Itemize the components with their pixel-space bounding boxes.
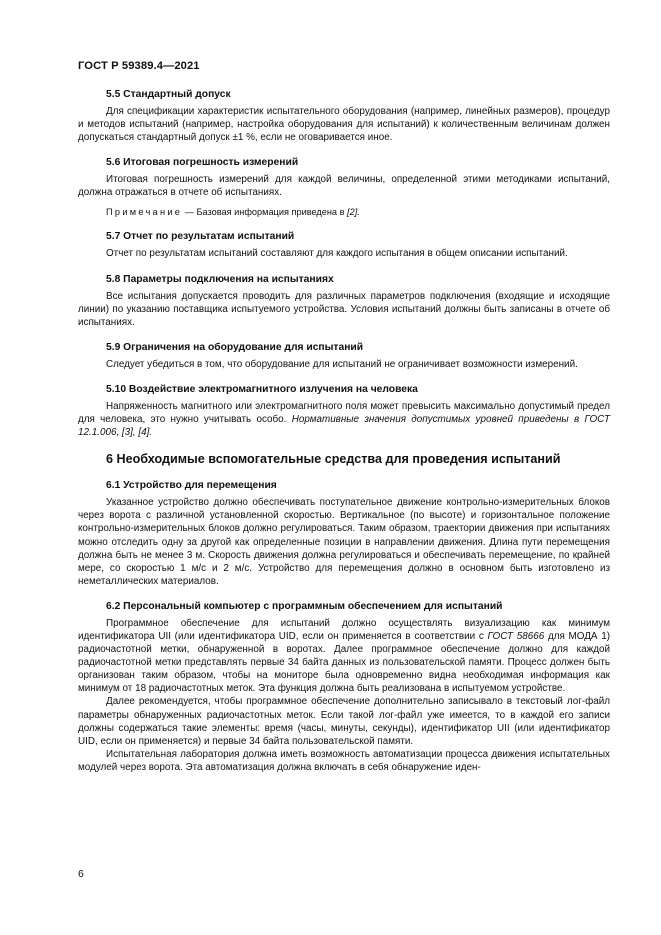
- page-number: 6: [78, 868, 84, 880]
- section-6-2-p1-start: Программное обеспечение для испытаний должно осуществлять визуализацию как минимум идентификатора UII (или идентификатора UID, если он применяется в соответствии с: [78, 617, 610, 642]
- section-5-9-title: 5.9 Ограничения на оборудование для испытаний: [106, 341, 364, 353]
- section-5-6-note: [106, 206, 610, 218]
- section-5-7-text: Отчет по результатам испытаний составляют для каждого испытания в общем описании испытаний.: [106, 248, 568, 260]
- section-5-6-title: 5.6 Итоговая погрешность измерений: [106, 157, 299, 169]
- section-5-8-title: 5.8 Параметры подключения на испытаниях: [106, 273, 334, 285]
- section-5-5-title: 5.5 Стандартный допуск: [106, 89, 231, 100]
- note-reference: [2].: [347, 207, 360, 218]
- section-6-1-text: Указанное устройство должно обеспечивать поступательное движение контрольно-измерительных блоков через ворота с различной установленной скоростью. Вертикальное (по высоте) и горизонтальное положение контрольно-измерительных блоков должно регулироваться. Таким образом, траектории движения при испытаниях можно отследить одну за другой как определенные позиции в направлении движения. Длина пути перемещения должна быть не менее 3 м. Скорость движения должна регулироваться и обеспечивать перемещение, по крайней мере, со скоростью 1 м/с и 2 м/с. Устройство для перемещения должно в основном быть изготовлено из неметаллических материалов.: [78, 497, 610, 587]
- section-6-1-title: 6.1 Устройство для перемещения: [106, 480, 277, 492]
- section-5-10-text: [78, 400, 610, 439]
- section-6-2-paragraph-3: Испытательная лаборатория должна иметь возможность автоматизации процесса движения испытательных модулей через ворота. Эта автоматизация должна включать в себя обнаружение иден-: [78, 748, 610, 773]
- section-5-5-text: Для спецификации характеристик испытательного оборудования (например, линейных размеров), процедур и методов испытаний (например, настройка оборудования для испытаний) к количественным величинам должен допускаться стандартный допуск ±1 %, если не оговаривается иное.: [78, 106, 610, 144]
- section-5-9-text: Следует убедиться в том, что оборудование для испытаний не ограничивает возможности измерений.: [106, 358, 578, 370]
- section-6-2-p1-reference: ГОСТ 58666: [487, 630, 545, 642]
- section-5-8-text: Все испытания допускается проводить для различных параметров подключения (входящие и исходящие линии) по указанию поставщика испытуемого устройства. Условия испытаний должны быть записаны в отчете об испытаниях.: [78, 290, 610, 328]
- section-5-10-text-italic: Нормативные значения допустимых уровней приведены в ГОСТ 12.1.006, [3], [4].: [78, 414, 610, 439]
- section-6-2-paragraph-1: [78, 617, 610, 696]
- note-text: — Базовая информация приведена в: [182, 207, 348, 218]
- document-header: ГОСТ Р 59389.4—2021: [78, 60, 200, 72]
- section-6-title: 6 Необходимые вспомогательные средства для проведения испытаний: [106, 452, 561, 467]
- note-label: Примечание: [106, 207, 183, 218]
- section-6-2-paragraph-2: Далее рекомендуется, чтобы программное обеспечение дополнительно записывало в текстовый лог-файл параметры обнаруженных радиочастотных меток. Если такой лог-файл уже имеется, то в каждой его записи должны содержаться такие элементы: время (часы, минуты, секунды), идентификатор UII (или идентификатор UID, если он применяется) и первые 34 байта пользовательской памяти.: [78, 696, 610, 747]
- section-5-10-title: 5.10 Воздействие электромагнитного излучения на человека: [106, 383, 418, 395]
- section-5-7-title: 5.7 Отчет по результатам испытаний: [106, 231, 295, 243]
- section-6-2-title: 6.2 Персональный компьютер с программным обеспечением для испытаний: [106, 600, 503, 612]
- section-5-6-text: Итоговая погрешность измерений для каждой величины, определенной этими методиками испытаний, должна отражаться в отчете об испытаниях.: [78, 174, 610, 199]
- document-body: [78, 88, 610, 774]
- section-5-10-text-plain: Напряженность магнитного или электромагнитного поля может превысить максимально допустимый предел для человека, это нужно учитывать особо.: [78, 400, 610, 426]
- section-6-2-p1-end: для МОДА 1) радиочастотной метки, обнаруженной в воротах. Далее программное обеспечение должно для каждой радиочастотной метки представлять первые 34 байта данных из пользовательской памяти. Процесс должен быть организован таким образом, чтобы на мониторе была одновременно видна необходимая информация как минимум от 18 радиочастотных меток. Эта функция должна быть реализована в испытуемом устройстве.: [78, 630, 611, 695]
